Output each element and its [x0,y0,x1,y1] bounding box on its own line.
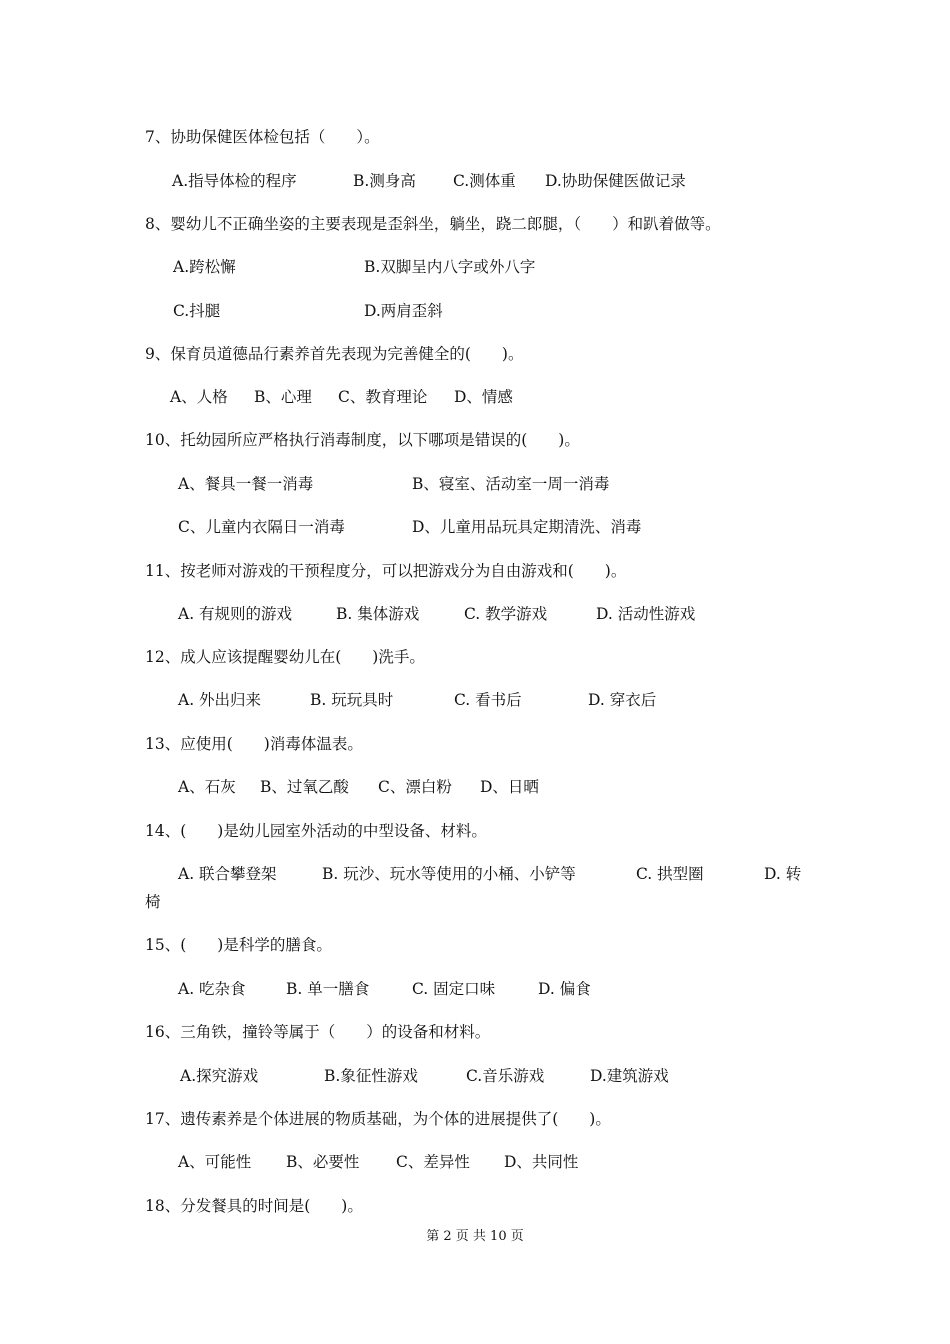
option-b: B. 玩玩具时 [310,691,394,709]
question-stem: 11、按老师对游戏的干预程度分，可以把游戏分为自由游戏和( )。 [145,562,627,580]
option-a: A、可能性 [178,1153,252,1171]
option-b: B.双脚呈内八字或外八字 [364,258,536,276]
option-b: B. 玩沙、玩水等使用的小桶、小铲等 [322,865,576,883]
option-d: D. 转 [764,865,802,883]
option-c: C、儿童内衣隔日一消毒 [178,518,345,536]
option-c: C、差异性 [396,1153,470,1171]
option-b: B、寝室、活动室一周一消毒 [412,475,610,493]
option-b: B、必要性 [286,1153,360,1171]
option-b: B.象征性游戏 [324,1067,418,1085]
option-d: D、共同性 [504,1153,579,1171]
option-d: D.两肩歪斜 [364,302,443,320]
question-stem: 13、应使用( )消毒体温表。 [145,735,363,753]
option-c: C. 拱型圈 [636,865,704,883]
option-d: D. 活动性游戏 [596,605,696,623]
option-d-continuation: 椅 [145,893,161,911]
option-c: C、教育理论 [338,388,428,406]
question-stem: 17、遗传素养是个体进展的物质基础，为个体的进展提供了( )。 [145,1110,611,1128]
option-a: A、石灰 [178,778,236,796]
option-c: C.音乐游戏 [466,1067,545,1085]
question-stem: 7、协助保健医体检包括（ ）。 [145,128,380,146]
option-a: A、人格 [170,388,228,406]
question-stem: 14、( )是幼儿园室外活动的中型设备、材料。 [145,822,487,840]
option-b: B、心理 [254,388,312,406]
question-stem: 9、保育员道德品行素养首先表现为完善健全的( )。 [145,345,524,363]
question-stem: 10、托幼园所应严格执行消毒制度，以下哪项是错误的( )。 [145,431,580,449]
option-d: D、儿童用品玩具定期清洗、消毒 [412,518,642,536]
option-a: A. 联合攀登架 [178,865,277,883]
option-a: A.指导体检的程序 [172,172,297,190]
option-b: B. 集体游戏 [336,605,420,623]
option-c: C.抖腿 [173,302,221,320]
option-b: B、过氧乙酸 [260,778,349,796]
option-c: C. 教学游戏 [464,605,548,623]
option-d: D.建筑游戏 [590,1067,669,1085]
option-a: A. 外出归来 [178,691,262,709]
option-c: C.测体重 [453,172,516,190]
option-a: A、餐具一餐一消毒 [178,475,314,493]
option-c: C. 固定口味 [412,980,496,998]
option-d: D、情感 [454,388,513,406]
option-d: D.协助保健医做记录 [545,172,686,190]
question-stem: 18、分发餐具的时间是( )。 [145,1197,363,1215]
option-d: D. 穿衣后 [588,691,657,709]
question-stem: 16、三角铁，撞铃等属于（ ）的设备和材料。 [145,1023,491,1041]
option-a: A.跨松懈 [173,258,236,276]
option-b: B. 单一膳食 [286,980,370,998]
page-footer: 第 2 页 共 10 页 [426,1229,524,1244]
option-a: A. 吃杂食 [178,980,246,998]
option-c: C. 看书后 [454,691,522,709]
question-stem: 8、婴幼儿不正确坐姿的主要表现是歪斜坐，躺坐，跷二郎腿，（ ）和趴着做等。 [145,215,721,233]
question-stem: 12、成人应该提醒婴幼儿在( )洗手。 [145,648,425,666]
option-a: A.探究游戏 [180,1067,259,1085]
option-d: D. 偏食 [538,980,591,998]
option-a: A. 有规则的游戏 [178,605,293,623]
option-b: B.测身高 [353,172,416,190]
question-stem: 15、( )是科学的膳食。 [145,936,332,954]
option-c: C、漂白粉 [378,778,452,796]
option-d: D、日晒 [480,778,539,796]
